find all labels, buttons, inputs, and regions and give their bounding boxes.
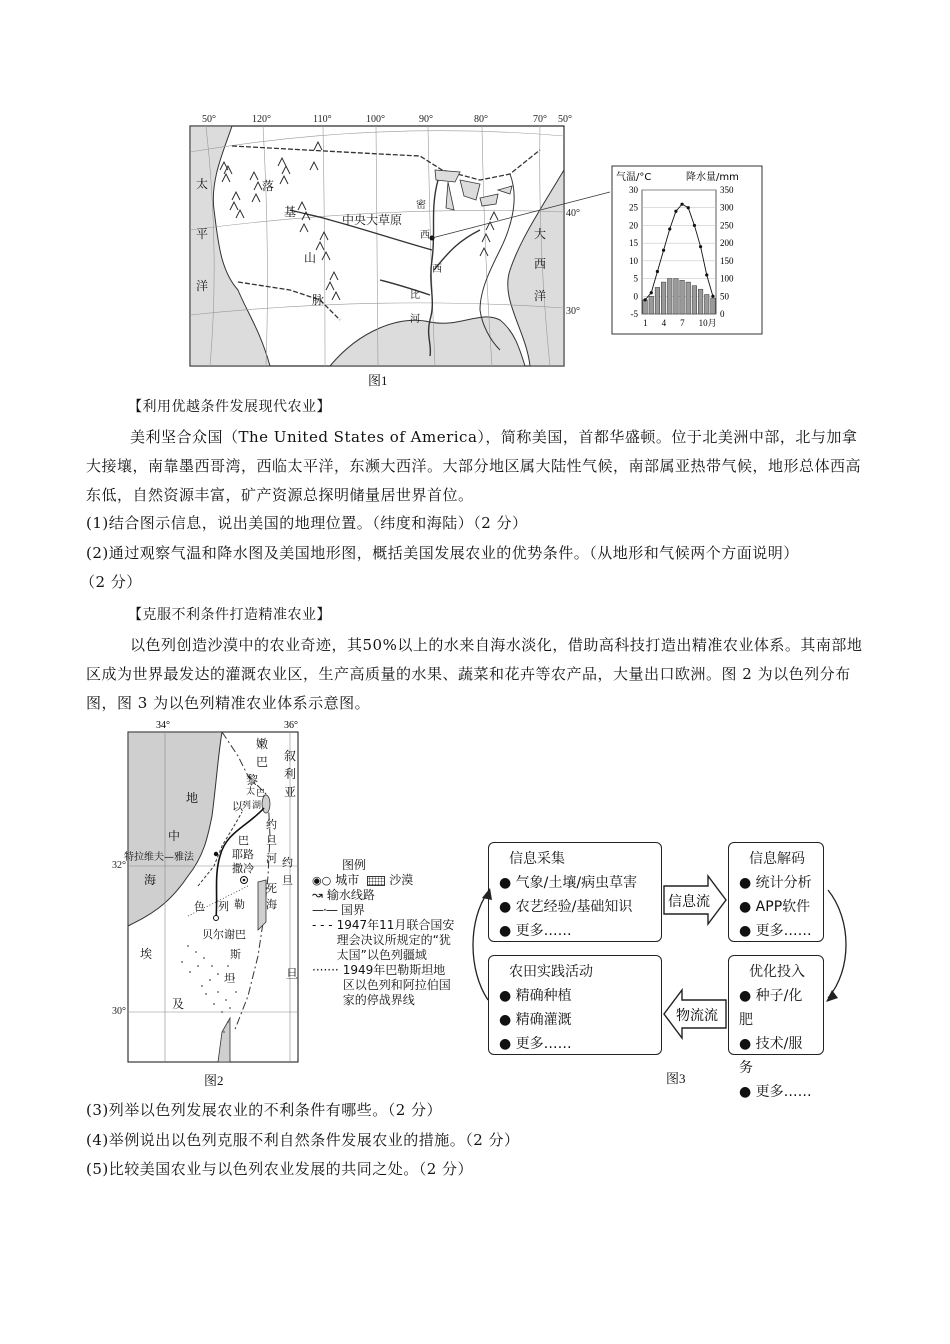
temp-tick: 30 [629,185,638,195]
precip-tick: 50 [720,291,729,302]
label-dead-sea: 海 [266,898,277,911]
border-icon: —·— [312,903,337,917]
precip-tick: 150 [720,255,734,266]
label-lebanon: 黎 [246,773,259,787]
box-item: ● 统计分析 [739,875,812,891]
precip-tick: 350 [720,185,734,195]
info-flow-label: 信息流 [668,894,710,910]
question-3: (3)列举以色列发展农业的不利条件有哪些。（2 分） [86,1101,443,1119]
precip-tick: 300 [720,202,734,213]
box-title: 农田实践活动 [509,964,593,980]
section1-heading: 【利用优越条件发展现代农业】 [128,399,331,415]
label-lake: 湖 [252,801,262,811]
label-jerusalem: 耶路 [232,848,254,861]
label-jordan: 旦 [282,874,293,887]
fig3-caption: 图3 [666,1071,686,1086]
label-mississippi: 比 [410,290,420,301]
label-jordan-river: 约 [266,818,277,831]
legend-row-border [312,903,472,918]
question-1: (1)结合图示信息，说出美国的地理位置。（纬度和海陆）（2 分） [86,514,528,532]
legend-desert: 沙漠 [389,873,414,887]
temp-point [680,203,683,206]
label-egypt: 埃 [140,947,153,961]
figure-2 [112,716,318,1068]
label-mediterranean: 海 [144,873,157,887]
arrow-head-right [826,990,838,1002]
section2-paragraph: 以色列创造沙漠中的农业奇迹，其50%以上的水来自海水淡化，借助高科技打造出精准农业体系。其南部地区成为世界最发达的灌溉农业区，生产高质量的水果、蔬菜和花卉等农产品，大量出口欧洲。图 2 为以色列分布图，图 3 为以色列精准农业体系示意图。 [86,636,863,712]
precip-bar [704,295,709,314]
temp-point [650,291,653,294]
legend-city: 城市 [335,873,360,887]
label-jordan-river: 河 [266,852,277,865]
label-mississippi: 西 [420,230,430,241]
box-item: ● 气象/土壤/病虫草害 [499,875,638,891]
label-syria: 叙 [284,749,297,763]
precip-bar [649,296,654,314]
month-tick: 4 [661,318,667,328]
label-lake: 列 [242,801,252,811]
label-atlantic: 洋 [534,289,547,303]
lon-label: 70° [533,114,547,125]
desert-icon [367,876,385,886]
label-jerusalem: 巴 [238,834,249,847]
box-title: 信息解码 [749,851,805,867]
box-item: ● 农艺经验/基础知识 [499,899,633,915]
dead-sea [258,880,266,930]
precip-tick: 250 [720,220,734,231]
lon-label: 80° [474,114,488,125]
precip-bar [655,287,660,314]
box-item: ● 更多…… [499,923,572,939]
label-mediterranean: 地 [186,791,199,805]
lon-label: 110° [313,114,332,125]
flow-arrows [470,840,860,1060]
label-syria: 利 [284,767,297,781]
temp-point [687,206,690,209]
precip-axis-label: 降水量/mm [686,172,739,183]
temp-tick: -5 [630,309,638,319]
precip-bar [680,280,685,314]
legend-border: 国界 [340,903,365,917]
label-egypt: 及 [172,997,185,1011]
temp-tick: 15 [629,238,638,249]
legend-title: 图例 [342,858,367,872]
label-syria: 亚 [284,785,297,799]
legend-1949: 1949年巴勒斯坦地区以色列和阿拉伯国家的停战界线 [342,963,451,1007]
lon-label: 50° [202,114,216,125]
precip-tick: 200 [720,238,734,249]
box-item: ● 种子/化肥 [739,988,803,1028]
lat-label: 30° [566,306,580,317]
label-lake: 巴 [256,789,266,799]
label-israel: 以 [232,800,243,813]
city-tel-aviv [214,852,218,856]
box-item: ● 精确灌溉 [499,1012,572,1028]
precip-bar [686,282,691,314]
temp-tick: 20 [629,220,638,231]
label-dead-sea: 死 [266,882,277,895]
precip-tick: 0 [720,309,725,319]
fig1-caption: 图1 [368,373,388,388]
temp-tick: 5 [633,273,638,284]
box-item: ● 更多…… [739,923,812,939]
line1949-icon: ······· [312,963,339,977]
month-tick: 1 [643,318,648,328]
precip-bar [698,289,703,314]
temp-point [705,273,708,276]
question-4: (4)举例说出以色列克服不利自然条件发展农业的措施。（2 分） [86,1131,520,1149]
label-mediterranean: 中 [168,829,181,843]
label-rocky: 脉 [312,293,325,307]
question-2: (2)通过观察气温和降水图及美国地形图，概括美国发展农业的优势条件。（从地形和气候两个方面说明） [86,544,799,562]
box-title: 信息采集 [509,851,565,867]
lon-label: 36° [284,720,298,731]
fig2-caption: 图2 [204,1073,224,1088]
label-jerusalem: 撒冷 [232,862,254,875]
label-jordan-country: 旦 [286,967,299,981]
legend-row-1947 [312,918,472,963]
box-item: ● 更多…… [499,1036,572,1052]
temp-point [711,295,714,298]
label-lebanon: 嫩 [256,737,269,751]
label-pacific: 太 [196,177,209,191]
precip-bar [661,282,666,314]
lon-label: 100° [366,114,385,125]
label-mississippi: 密 [416,200,426,211]
temp-tick: 10 [629,255,638,266]
box-title: 优化投入 [749,964,805,980]
label-mississippi: 河 [410,314,420,325]
precip-bar [674,279,679,314]
fig2-legend [312,858,472,1008]
label-israel-mid: 列 [218,900,229,913]
arrow-head-left [482,888,492,900]
box-item: ● 技术/服务 [739,1036,803,1076]
lat-label: 32° [112,860,126,871]
label-pacific: 洋 [196,279,209,293]
israel-map [112,716,318,1068]
label-beersheba: 贝尔谢巴 [202,928,246,941]
temp-point [699,245,702,248]
section2-heading: 【克服不利条件打造精准农业】 [128,607,331,623]
temp-point [668,227,671,230]
label-rocky: 基 [284,205,297,219]
precip-bar [667,279,672,314]
precip-bar [692,286,697,314]
lon-label: 120° [252,114,271,125]
label-mississippi: 西 [432,264,442,275]
legend-row-city [312,873,472,888]
label-tel-aviv: 特拉维夫—雅法 [124,852,194,863]
precip-bar [643,300,648,314]
temp-axis-label: 气温/°C [616,172,652,183]
label-lebanon: 巴 [256,755,269,769]
pipeline-icon: ↝ [312,888,323,903]
lon-label: 34° [156,720,170,731]
label-rocky: 落 [262,179,275,193]
lon-label: 50° [558,114,572,125]
climate-chart [612,166,762,334]
label-palestine: 勒 [234,898,245,911]
label-israel-mid: 色 [194,900,205,913]
label-lake: 太 [246,787,256,797]
box-item: ● 更多…… [739,1084,812,1100]
month-tick: 7 [680,318,685,328]
temp-tick: 25 [629,202,638,213]
question-5: (5)比较美国农业与以色列农业发展的共同之处。（2 分） [86,1160,474,1178]
temp-point [643,298,646,301]
temp-point [674,210,677,213]
box-item: ● 精确种植 [499,988,572,1004]
line1947-icon: - - - [312,918,333,932]
city-icon: ◉○ [312,874,332,887]
label-pacific: 平 [196,227,209,241]
section1-paragraph: 美利坚合众国（The United States of America），简称美国，首都华盛顿。位于北美洲中部，北与加拿大接壤，南靠墨西哥湾，西临太平洋，东濒大西洋。大部分地区属大陆性气候，南部属亚热带气候，地形总体西高东低，自然资源丰富，矿产资源总探明储量居世界首位。 [86,428,862,504]
label-palestine: 斯 [230,948,241,961]
label-plains: 中央大草原 [342,213,403,227]
legend-row-pipeline [312,888,472,903]
month-tick: 10月 [698,318,717,328]
city-beersheba [214,916,219,921]
legend-1947: 1947年11月联合国安理会决议所规定的“犹太国”以色列疆域 [336,918,455,962]
box-item: ● APP软件 [739,899,811,915]
temp-tick: 0 [633,291,638,302]
lat-label: 30° [112,1006,126,1017]
label-rocky: 山 [304,251,317,265]
label-jordan: 约 [282,856,293,869]
label-palestine: 坦 [224,972,235,985]
climate-chart-svg [612,166,762,334]
label-atlantic: 西 [534,257,547,271]
lon-label: 90° [419,114,433,125]
lat-label: 40° [566,208,580,219]
material-flow-label: 物流流 [676,1008,718,1024]
legend-pipeline: 输水线路 [326,888,375,902]
label-atlantic: 大 [534,227,547,241]
precip-tick: 100 [720,273,734,284]
temp-point [693,224,696,227]
precip-bar [711,298,716,314]
temp-point [656,270,659,273]
label-jordan-river: 旦 [266,834,277,847]
question-2-score: （2 分） [80,573,142,591]
legend-row-1949 [312,963,472,1008]
temp-point [662,249,665,252]
